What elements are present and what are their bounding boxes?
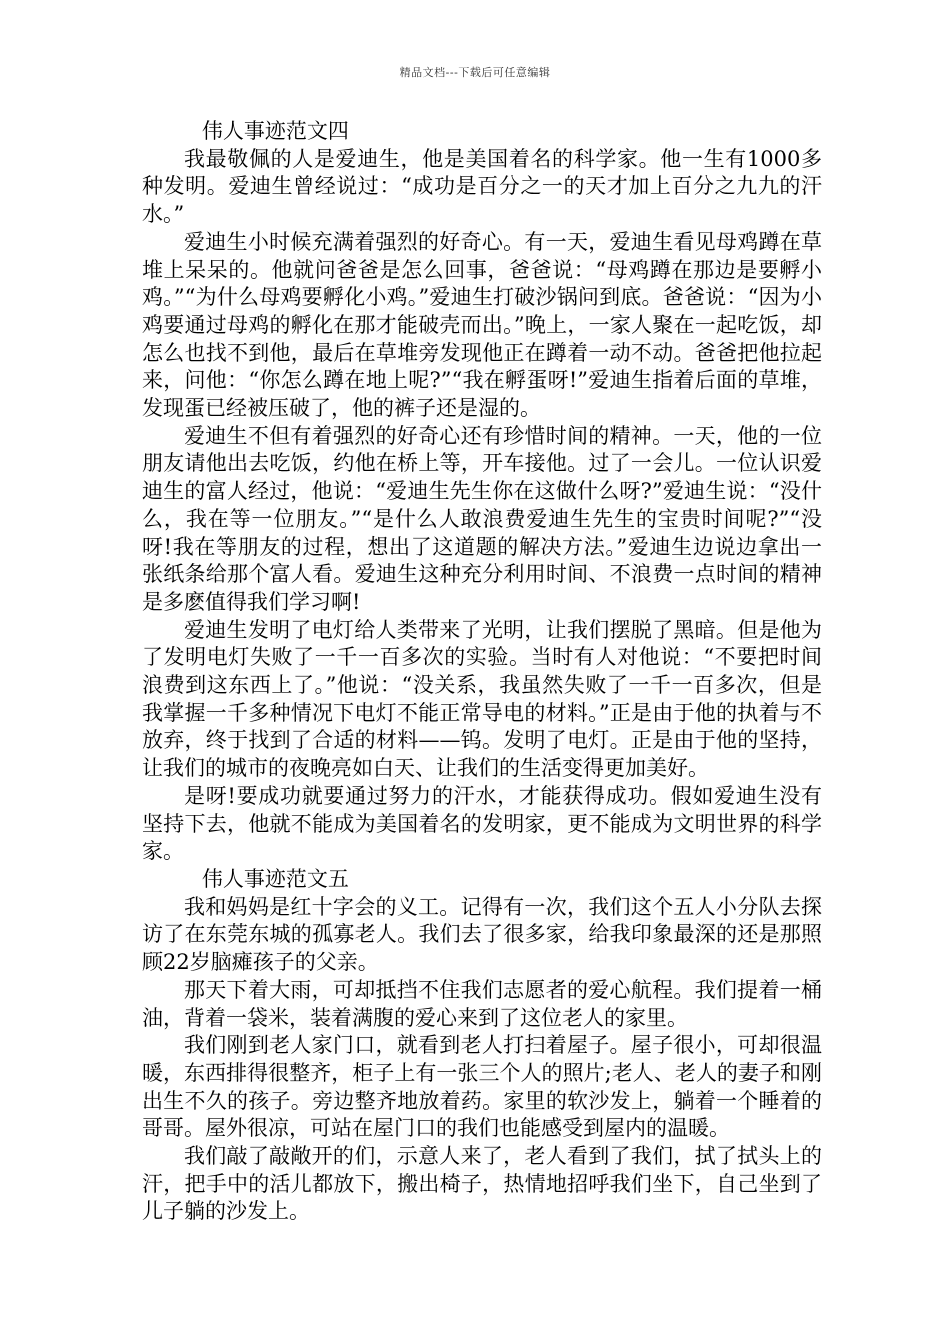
paragraph: 我们敲了敲敞开的们，示意人来了，老人看到了我们，拭了拭头上的汗，把手中的活儿都放下，搬出椅子，热情地招呼我们坐下，自己坐到了儿子躺的沙发上。 bbox=[142, 1144, 822, 1224]
paragraph: 是呀!要成功就要通过努力的汗水，才能获得成功。假如爱迪生没有坚持下去，他就不能成为美国着名的发明家，更不能成为文明世界的科学家。 bbox=[142, 783, 822, 864]
paragraph: 那天下着大雨，可却抵挡不住我们志愿者的爱心航程。我们提着一桶油，背着一袋米，装着满腹的爱心来到了这位老人的家里。 bbox=[142, 977, 822, 1030]
section-title-4: 伟人事迹范文四 bbox=[201, 119, 349, 143]
paragraph: 我和妈妈是红十字会的义工。记得有一次，我们这个五人小分队去探访了在东莞东城的孤寡老人。我们去了很多家，给我印象最深的还是那照顾22岁脑瘫孩子的父亲。 bbox=[142, 894, 822, 975]
page-header: 精品文档---下载后可任意编辑 bbox=[399, 66, 551, 79]
section-title-5: 伟人事迹范文五 bbox=[201, 866, 349, 891]
paragraph: 我最敬佩的人是爱迪生，他是美国着名的科学家。他一生有1000多种发明。爱迪生曾经说过：“成功是百分之一的天才加上百分之九九的汗水。” bbox=[142, 146, 822, 227]
paragraph: 爱迪生发明了电灯给人类带来了光明，让我们摆脱了黑暗。但是他为了发明电灯失败了一千一百多次的实验。当时有人对他说：“不要把时间浪费到这东西上了。”他说：“没关系，我虽然失败了一千一百多次，但是我掌握一千多种情况下电灯不能正常导电的材料。”正是由于他的执着与不放弃，终于找到了合适的材料——钨。发明了电灯。正是由于他的坚持，让我们的城市的夜晚亮如白天、让我们的生活变得更加美好。 bbox=[142, 617, 822, 781]
document-body bbox=[142, 118, 822, 1226]
paragraph: 爱迪生小时候充满着强烈的好奇心。有一天，爱迪生看见母鸡蹲在草堆上呆呆的。他就问爸爸是怎么回事，爸爸说：“母鸡蹲在那边是要孵小鸡。”“为什么母鸡要孵化小鸡。”爱迪生打破沙锅问到底。爸爸说：“因为小鸡要通过母鸡的孵化在那才能破壳而出。”晚上，一家人聚在一起吃饭，却怎么也找不到他，最后在草堆旁发现他正在蹲着一动不动。爸爸把他拉起来，问他：“你怎么蹲在地上呢?”“我在孵蛋呀!”爱迪生指着后面的草堆，发现蛋已经被压破了，他的裤子还是湿的。 bbox=[142, 229, 822, 421]
paragraph: 爱迪生不但有着强烈的好奇心还有珍惜时间的精神。一天，他的一位朋友请他出去吃饭，约他在桥上等，开车接他。过了一会儿。一位认识爱迪生的富人经过，他说：“爱迪生先生你在这做什么呀?”爱迪生说：“没什么，我在等一位朋友。”“是什么人敢浪费爱迪生先生的宝贵时间呢?”“没呀!我在等朋友的过程，想出了这道题的解决方法。”爱迪生边说边拿出一张纸条给那个富人看。爱迪生这种充分利用时间、不浪费一点时间的精神是多麽值得我们学习啊! bbox=[142, 423, 822, 614]
paragraph: 我们刚到老人家门口，就看到老人打扫着屋子。屋子很小，可却很温暖，东西排得很整齐，柜子上有一张三个人的照片;老人、老人的妻子和刚出生不久的孩子。旁边整齐地放着药。家里的软沙发上，躺着一个睡着的哥哥。屋外很凉，可站在屋门口的我们也能感受到屋内的温暖。 bbox=[142, 1033, 822, 1141]
